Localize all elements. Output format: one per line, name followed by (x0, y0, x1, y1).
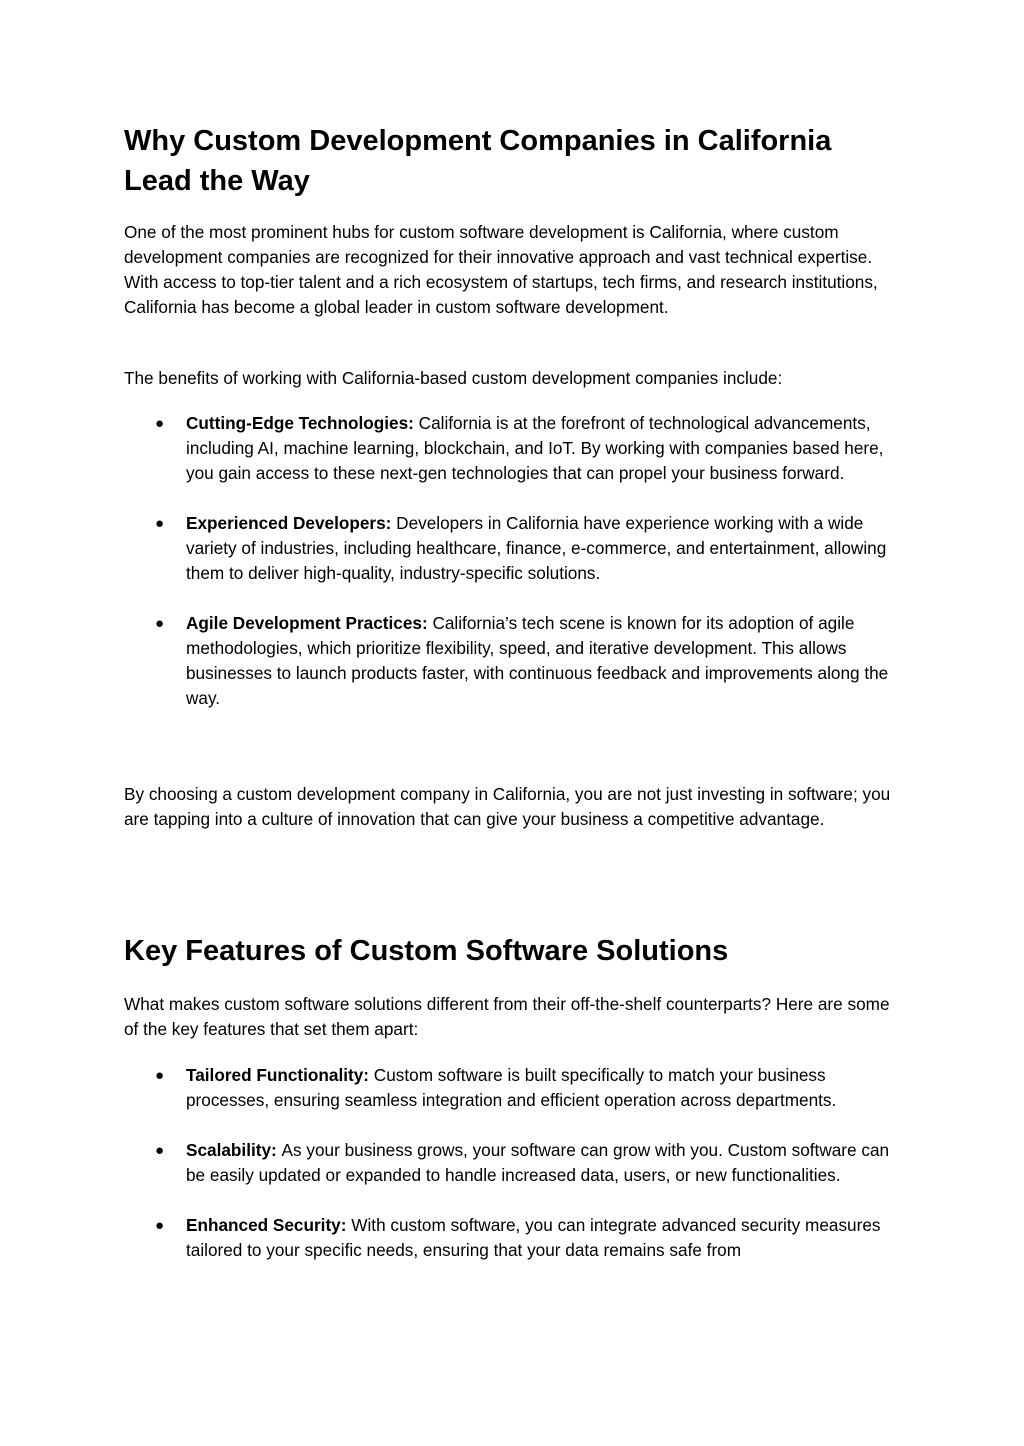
features-list (124, 1063, 904, 1263)
list-item (124, 511, 904, 586)
list-item-text: As your business grows, your software can grow with you. Custom software can be easily updated or expanded to handle increased data, users, or new functionalities. (186, 1140, 890, 1185)
list-item (124, 1213, 904, 1263)
list-item (124, 1138, 904, 1188)
bullet-icon: ● (155, 1067, 165, 1084)
section-heading-key-features: Key Features of Custom Software Solutions (124, 935, 729, 967)
list-item-text: California is at the forefront of technological advancements, including AI, machine learning, blockchain, and IoT. By working with companies based here, you gain access to these next-gen technologies that can propel your business forward. (186, 413, 884, 483)
closing-paragraph: By choosing a custom development company in California, you are not just investing in software; you are tapping into a culture of innovation that can give your business a competitive advantage. (124, 784, 891, 829)
section-heading-why-california: Why Custom Development Companies in California Lead the Way (124, 125, 832, 197)
list-item-text: California’s tech scene is known for its adoption of agile methodologies, which prioritize flexibility, speed, and iterative development. This allows businesses to launch products faster, with continuous feedback and improvements along the way. (186, 613, 889, 708)
intro-paragraph: One of the most prominent hubs for custom software development is California, where custom development companies are recognized for their innovative approach and vast technical expertise. With access to top-tier talent and a rich ecosystem of startups, tech firms, and research institutions, California has become a global leader in custom software development. (124, 222, 878, 317)
benefits-lead-in: The benefits of working with California-based custom development companies include: (124, 368, 783, 388)
bullet-icon: ● (155, 515, 165, 532)
list-item-title: Scalability: (186, 1140, 282, 1160)
bullet-icon: ● (155, 615, 165, 632)
bullet-icon: ● (155, 415, 165, 432)
benefits-list (124, 411, 904, 711)
bullet-icon: ● (155, 1142, 165, 1159)
list-item-text: Custom software is built specifically to match your business processes, ensuring seamless integration and efficient operation across departments. (186, 1065, 837, 1110)
features-intro-paragraph: What makes custom software solutions different from their off-the-shelf counterparts? Here are some of the key features that set them apart: (124, 994, 890, 1039)
list-item (124, 611, 904, 711)
list-item (124, 411, 904, 486)
list-item-title: Agile Development Practices: (186, 613, 433, 633)
list-item-title: Experienced Developers: (186, 513, 397, 533)
bullet-icon: ● (155, 1217, 165, 1234)
list-item-title: Tailored Functionality: (186, 1065, 374, 1085)
list-item-title: Enhanced Security: (186, 1215, 352, 1235)
list-item (124, 1063, 904, 1113)
list-item-text: With custom software, you can integrate advanced security measures tailored to your specific needs, ensuring that your data remains safe from (186, 1215, 881, 1260)
list-item-text: Developers in California have experience working with a wide variety of industries, including healthcare, finance, e-commerce, and entertainment, allowing them to deliver high-quality, industry-specific solutions. (186, 513, 887, 583)
list-item-title: Cutting-Edge Technologies: (186, 413, 419, 433)
